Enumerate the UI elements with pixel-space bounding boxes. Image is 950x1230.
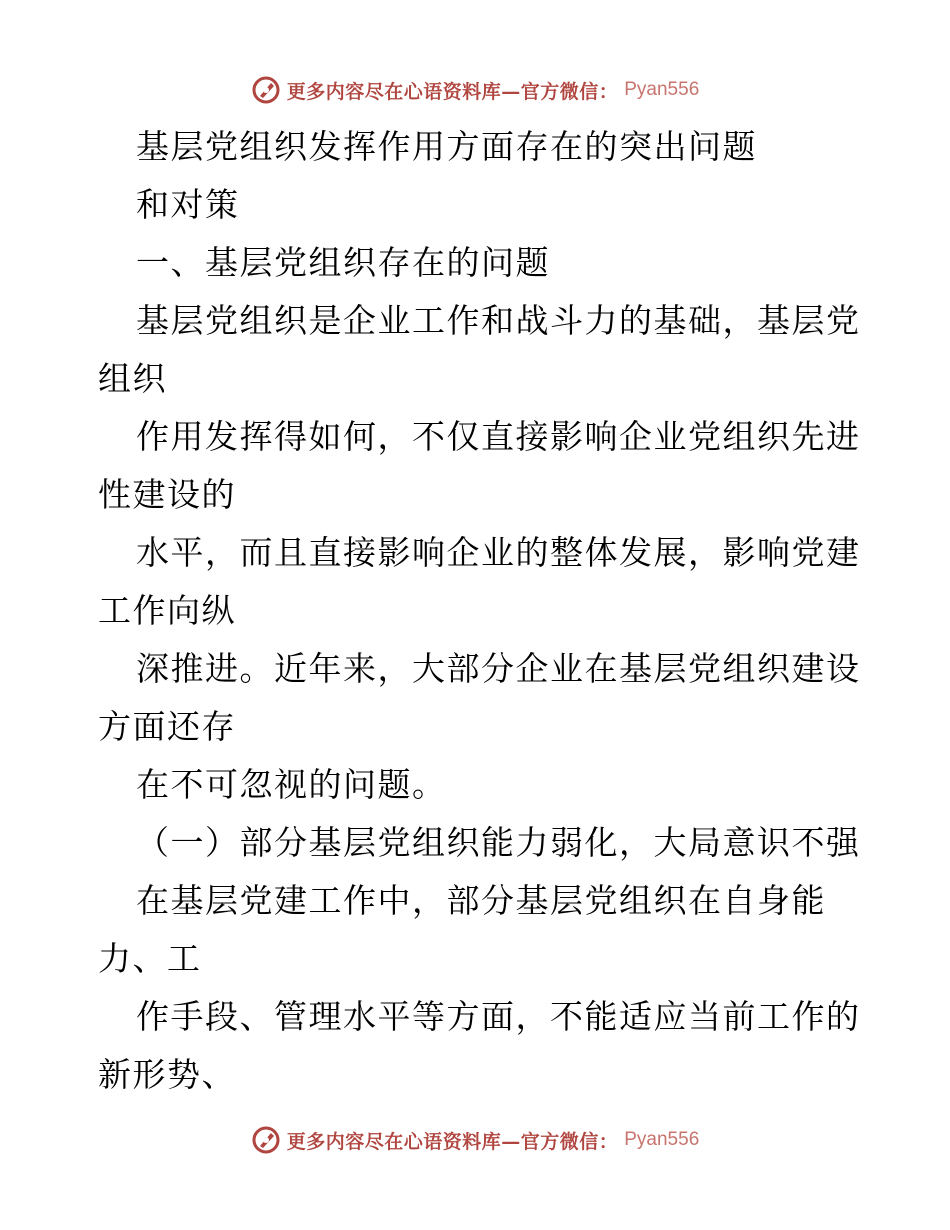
text-line: 基层党组织发挥作用方面存在的突出问题: [136, 127, 757, 166]
text-line: 力、工: [98, 939, 202, 978]
document-body: [98, 118, 861, 1104]
text-line: 新形势、: [98, 1055, 236, 1094]
watermark-id: Pyan556: [624, 1129, 700, 1150]
text-line: 作手段、管理水平等方面，不能适应当前工作的: [136, 997, 861, 1036]
text-line: 方面还存: [98, 707, 236, 746]
text-line: 水平，而且直接影响企业的整体发展，影响党建: [136, 533, 861, 572]
watermark-logo-icon: [251, 75, 281, 105]
text-line: 一、基层党组织存在的问题: [136, 243, 550, 282]
text-line: 深推进。近年来，大部分企业在基层党组织建设: [136, 649, 861, 688]
watermark-text: 更多内容尽在心语资料库—官方微信：: [286, 1130, 619, 1153]
text-line: 工作向纵: [98, 591, 236, 630]
watermark-text: 更多内容尽在心语资料库—官方微信：: [286, 80, 619, 103]
header-watermark: [0, 70, 950, 110]
text-line: 组织: [98, 359, 167, 398]
watermark-id: Pyan556: [624, 79, 700, 100]
text-line: 和对策: [136, 185, 240, 224]
watermark-logo-icon: [251, 1125, 281, 1155]
text-line: 在基层党建工作中，部分基层党组织在自身能: [136, 881, 826, 920]
text-line: 作用发挥得如何，不仅直接影响企业党组织先进: [136, 417, 861, 456]
text-line: 基层党组织是企业工作和战斗力的基础，基层党: [136, 301, 861, 340]
text-line: （一）部分基层党组织能力弱化，大局意识不强: [136, 823, 861, 862]
text-line: 在不可忽视的问题。: [136, 765, 447, 804]
text-line: 性建设的: [98, 475, 236, 514]
footer-watermark: [0, 1120, 950, 1160]
